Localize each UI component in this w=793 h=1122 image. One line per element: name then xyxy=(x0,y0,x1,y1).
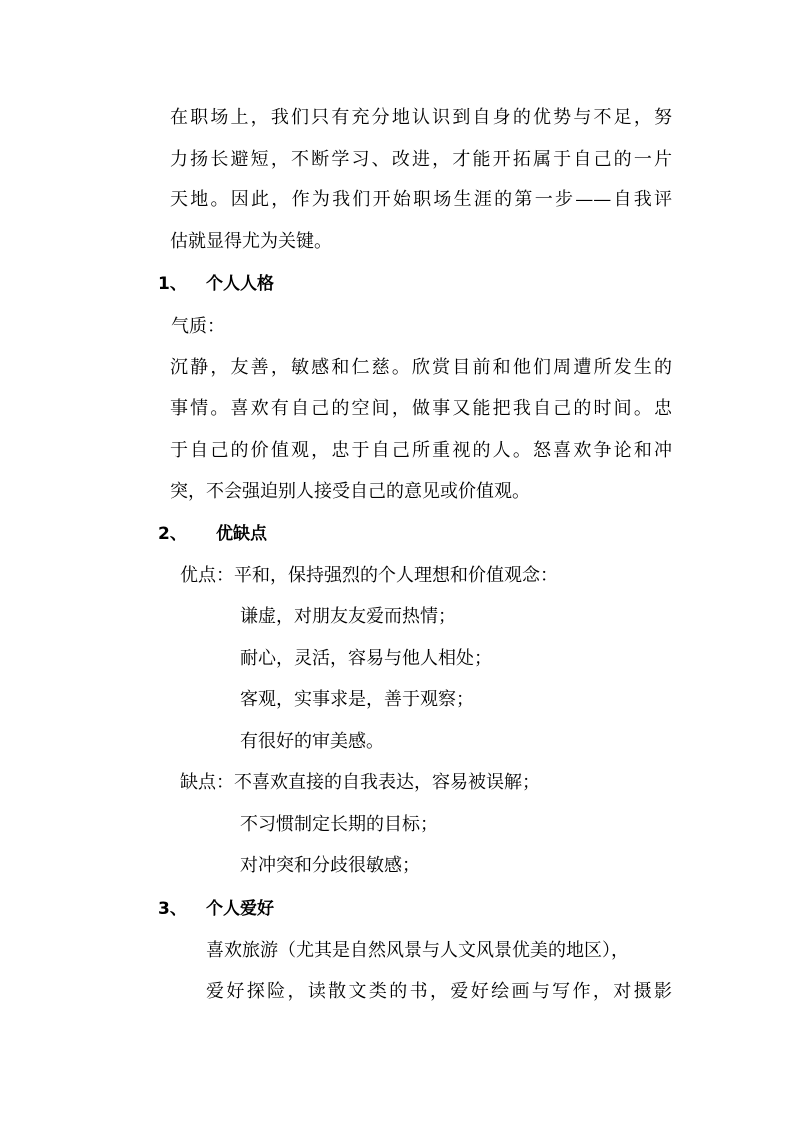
weaknesses-label: 缺点： xyxy=(180,772,234,793)
intro-line: 在职场上，我们只有充分地认识到自身的优势与不足，努 xyxy=(170,107,672,128)
section-heading xyxy=(158,523,267,545)
strength-item: 客观，实事求是，善于观察； xyxy=(240,689,474,710)
paragraph-line: 沉静，友善，敏感和仁慈。欣赏目前和他们周遭所发生的 xyxy=(170,357,672,378)
strength-item: 有很好的审美感。 xyxy=(240,731,384,752)
paragraph-line: 于自己的价值观，忠于自己所重视的人。怒喜欢争论和冲 xyxy=(170,440,672,461)
strengths-line xyxy=(180,565,558,587)
section-number: 2、 xyxy=(158,524,187,544)
strength-item: 平和，保持强烈的个人理想和价值观念： xyxy=(234,565,558,586)
paragraph-line: 爱好探险，读散文类的书，爱好绘画与写作，对摄影 xyxy=(206,981,672,1002)
section-subtitle: 气质： xyxy=(171,316,225,337)
strengths-label: 优点： xyxy=(180,565,234,586)
section-heading xyxy=(158,898,274,920)
section-title: 个人爱好 xyxy=(206,899,274,919)
section-title: 优缺点 xyxy=(216,524,267,544)
section-heading xyxy=(158,273,274,295)
section-number: 1、 xyxy=(158,274,187,294)
intro-line: 估就显得尤为关键。 xyxy=(170,231,332,252)
weaknesses-line xyxy=(180,772,540,794)
weakness-item: 不喜欢直接的自我表达，容易被误解； xyxy=(234,772,540,793)
section-title: 个人人格 xyxy=(206,274,274,294)
intro-line: 力扬长避短，不断学习、改进，才能开拓属于自己的一片 xyxy=(170,149,672,170)
weakness-item: 不习惯制定长期的目标； xyxy=(240,814,438,835)
strength-item: 耐心，灵活，容易与他人相处； xyxy=(240,648,492,669)
intro-line: 天地。因此，作为我们开始职场生涯的第一步——自我评 xyxy=(170,189,672,210)
paragraph-line: 事情。喜欢有自己的空间，做事又能把我自己的时间。忠 xyxy=(170,398,672,419)
paragraph-line: 突，不会强迫别人接受自己的意见或价值观。 xyxy=(170,481,530,502)
weakness-item: 对冲突和分歧很敏感； xyxy=(240,855,420,876)
section-number: 3、 xyxy=(158,899,187,919)
strength-item: 谦虚，对朋友友爱而热情； xyxy=(240,606,456,627)
paragraph-line: 喜欢旅游（尤其是自然风景与人文风景优美的地区）， xyxy=(206,940,629,961)
